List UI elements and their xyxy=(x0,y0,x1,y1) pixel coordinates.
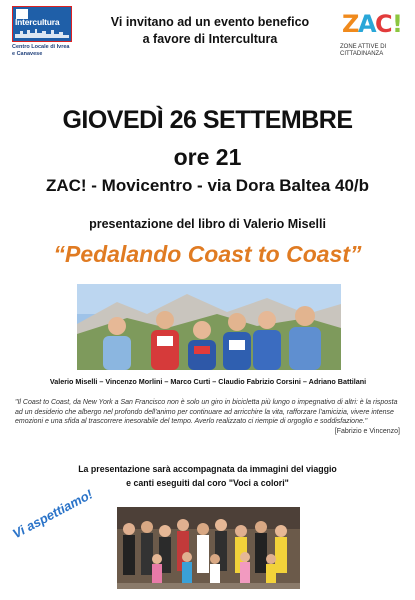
zac-logo-subtitle: ZONE ATTIVE DI CITTADINANZA xyxy=(340,44,387,57)
invite-text xyxy=(90,14,330,48)
intercultura-logo-badge xyxy=(12,6,72,42)
event-time: ore 21 xyxy=(173,144,242,170)
invite-line-1: Vi invitano ad un evento benefico xyxy=(110,15,310,29)
svg-text:A: A xyxy=(358,10,377,38)
quote-text: "Il Coast to Coast, da New York a San Francisco non è solo un giro in bicicletta più lungo o impegnativo di altri: è la risposta ad un desiderio che albergo nel profondo dell'animo per continuare ad arricchire la vita, rafforzare l'amicizia, vivere intense emozioni e una sfida al trascorrere inesorabile del tempo. Averlo realizzato ci riempie di orgoglio e soddisfazione." xyxy=(15,399,398,426)
quote-block xyxy=(15,398,400,436)
intercultura-logo-text: Intercultura xyxy=(15,17,60,27)
presentation-subtitle: presentazione del libro di Valerio Miselli xyxy=(89,217,326,231)
book-title: “Pedalando Coast to Coast” xyxy=(53,241,362,267)
zac-logo xyxy=(340,8,408,66)
city-skyline-icon xyxy=(15,28,69,38)
quote-signature: [Fabrizio e Vincenzo] xyxy=(334,427,400,435)
event-venue: ZAC! - Movicentro - via Dora Baltea 40/b xyxy=(45,176,370,195)
svg-text:!: ! xyxy=(392,10,403,38)
svg-text:C: C xyxy=(375,10,393,38)
accompany-line-1: La presentazione sarà accompagnata da immagini del viaggio xyxy=(78,464,337,474)
accompany-text xyxy=(0,462,415,490)
invite-line-2: a favore di Intercultura xyxy=(142,32,278,46)
choir-photo xyxy=(117,507,300,589)
cyclists-photo xyxy=(77,284,341,370)
svg-text:Z: Z xyxy=(342,10,360,38)
zac-logo-wordmark xyxy=(340,8,408,38)
event-date: GIOVEDÌ 26 SETTEMBRE xyxy=(62,106,353,134)
greeting-text: Vi aspettiamo! xyxy=(10,486,96,542)
intercultura-logo xyxy=(12,6,72,58)
accompany-line-2: e canti eseguiti dal coro "Voci a colori" xyxy=(126,478,289,488)
intercultura-logo-subtitle: Centro Locale di Ivrea e Canavese xyxy=(12,44,70,57)
cyclists-names: Valerio Miselli – Vincenzo Morlini – Marco Curti – Claudio Fabrizio Corsini – Adriano Battilani xyxy=(49,377,367,386)
